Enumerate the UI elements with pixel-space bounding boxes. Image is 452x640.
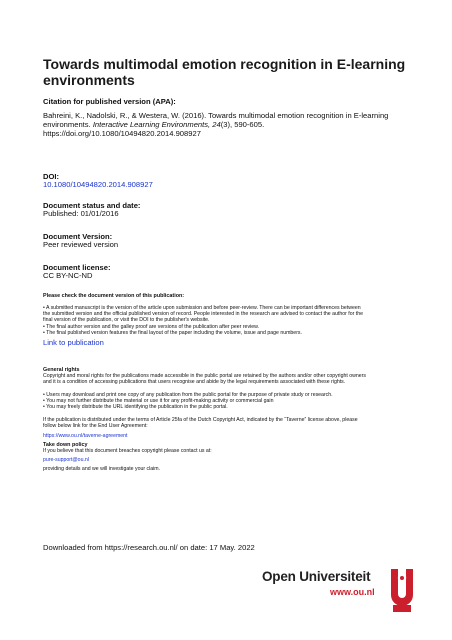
citation-line-1: Bahreini, K., Nadolski, R., & Westera, W. (2016). Towards multimodal emotion recognition in E-learning [43,111,389,120]
rights-bullet: • You may freely distribute the URL identifying the publication in the public portal. [43,404,228,411]
citation-line-2 [43,120,443,129]
check-line: • The final published version features the final layout of the paper including the volume, issue and page numbers. [43,329,302,336]
rights-line: and it is a condition of accessing publications that users recognise and abide by the legal requirements associated with these rights. [43,379,346,386]
status-heading: Document status and date: [43,201,141,210]
open-universiteit-logo [262,567,422,621]
doi-heading: DOI: [43,172,60,181]
rights-text [43,373,423,385]
license-heading: Document license: [43,263,111,272]
license-value: CC BY-NC-ND [43,271,93,280]
article-text [43,417,423,429]
support-email-link[interactable]: pure-support@ou.nl [43,457,89,463]
rights-heading: General rights [43,367,80,373]
status-value: Published: 01/01/2016 [43,209,119,218]
citation-line-2-suffix: (3), 590-605. [220,120,265,129]
takedown-text: If you believe that this document breaches copyright please contact us at: [43,448,212,454]
ou-emblem-icon [388,567,416,613]
check-line: final version of the publication, or visit the DOI to the publisher's website. [43,317,210,324]
rights-bullets [43,392,423,411]
logo-url: www.ou.nl [330,587,375,597]
rights-bullet: • You may not further distribute the material or use it for any profit-making activity or commercial gain [43,398,274,405]
version-value: Peer reviewed version [43,240,119,249]
article-line: follow below link for the End User Agreement: [43,423,148,430]
citation-doi-url: https://doi.org/10.1080/10494820.2014.908927 [43,129,201,138]
downloaded-line: Downloaded from https://research.ou.nl/ on date: 17 May. 2022 [43,543,255,552]
takedown-heading: Take down policy [43,442,88,448]
citation-line-2-prefix: environments. [43,120,93,129]
takedown-footer: providing details and we will investigate your claim. [43,466,161,472]
doi-link[interactable]: 10.1080/10494820.2014.908927 [43,180,153,189]
citation-heading: Citation for published version (APA): [43,97,176,106]
rights-bullet: • Users may download and print one copy of any publication from the public portal for the purpose of private study or research. [43,392,333,398]
publication-link[interactable]: Link to publication [43,338,104,347]
check-text [43,305,423,336]
page-title: Towards multimodal emotion recognition in E-learning environments [43,56,406,88]
logo-name: Open Universiteit [262,569,371,584]
check-line: • The final author version and the galley proof are versions of the publication after peer review. [43,323,259,330]
citation-text [43,111,443,138]
version-heading: Document Version: [43,232,113,241]
rights-line: Copyright and moral rights for the publications made accessible in the public portal are retained by the authors and/or other copyright owners [43,373,366,379]
article-line: If the publication is distributed under the terms of Article 25fa of the Dutch Copyright Act, indicated by the “Taverne” license above, please [43,417,358,423]
taverne-link[interactable]: https://www.ou.nl/taverne-agreement [43,433,128,439]
citation-journal: Interactive Learning Environments, 24 [92,120,221,129]
check-heading: Please check the document version of this publication: [43,293,185,299]
check-line: the submitted version and the official published version of record. People interested in the research are advised to contact the author for the [43,311,363,318]
check-line: • A submitted manuscript is the version of the article upon submission and before peer-review. There can be important differences between [43,305,361,311]
